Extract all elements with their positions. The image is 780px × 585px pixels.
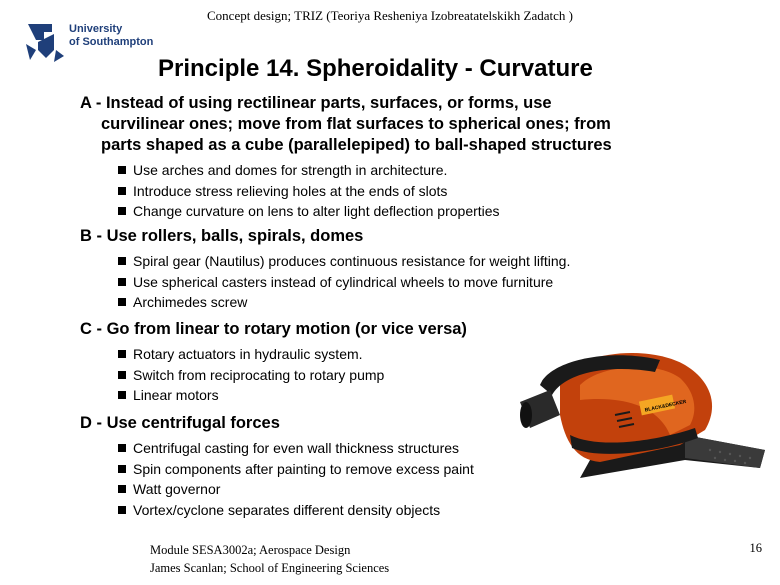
bullet-text: Spin components after painting to remove excess paint: [133, 460, 474, 477]
university-logo: [24, 20, 154, 64]
list-item: [118, 479, 474, 500]
ship-sail-icon: [24, 20, 68, 64]
square-bullet-icon: [118, 485, 126, 493]
section-heading: [80, 413, 474, 434]
bullet-text: Rotary actuators in hydraulic system.: [133, 346, 363, 362]
footer-author: James Scanlan; School of Engineering Sciences: [150, 561, 390, 575]
list-item: [118, 272, 570, 293]
bullet-text: Linear motors: [133, 387, 219, 403]
square-bullet-icon: [118, 187, 126, 195]
heading-line: curvilinear ones; move from flat surfaces to spherical ones; from: [101, 115, 611, 133]
bullet-list: [118, 438, 474, 520]
footer-credits: [150, 541, 389, 577]
list-item: [118, 438, 474, 459]
list-item: [118, 292, 570, 313]
list-item: [118, 160, 612, 181]
slide-title: Principle 14. Spheroidality - Curvature: [158, 55, 593, 82]
square-bullet-icon: [118, 278, 126, 286]
heading-line: C - Go from linear to rotary motion (or vice versa): [80, 320, 467, 338]
bullet-text: Watt governor: [133, 481, 221, 497]
logo-line-2: of Southampton: [69, 36, 154, 48]
heading-line: A - Instead of using rectilinear parts, surfaces, or forms, use: [80, 94, 552, 112]
section-d: [80, 413, 474, 520]
bullet-text: Use spherical casters instead of cylindrical wheels to move furniture: [133, 273, 554, 290]
bullet-text: Archimedes screw: [133, 294, 248, 310]
square-bullet-icon: [118, 166, 126, 174]
square-bullet-icon: [118, 391, 126, 399]
heading-line: D - Use centrifugal forces: [80, 414, 280, 432]
footer-module: Module SESA3002a; Aerospace Design: [150, 543, 351, 557]
list-item: [118, 385, 467, 406]
square-bullet-icon: [118, 298, 126, 306]
section-heading: [80, 226, 570, 247]
bullet-text: Switch from reciprocating to rotary pump: [133, 366, 385, 383]
bullet-text: Spiral gear (Nautilus) produces continuous resistance for weight lifting.: [133, 253, 571, 269]
square-bullet-icon: [118, 350, 126, 358]
section-a: [80, 93, 612, 222]
bullet-list: [118, 251, 570, 313]
list-item: [118, 201, 612, 222]
square-bullet-icon: [118, 444, 126, 452]
heading-line: B - Use rollers, balls, spirals, domes: [80, 227, 364, 245]
square-bullet-icon: [118, 465, 126, 473]
bullet-text: Introduce stress relieving holes at the ends of slots: [133, 182, 448, 199]
bullet-text: Use arches and domes for strength in architecture.: [133, 162, 448, 178]
list-item: [118, 365, 467, 386]
page-number: 16: [749, 541, 762, 555]
list-item: [118, 459, 474, 480]
detail-sander-image: [520, 340, 770, 520]
section-b: [80, 226, 570, 313]
section-heading: [80, 319, 467, 340]
logo-text: [69, 23, 153, 49]
bullet-text: Centrifugal casting for even wall thickness structures: [133, 440, 460, 456]
square-bullet-icon: [118, 207, 126, 215]
list-item: [118, 181, 612, 202]
bullet-list: [118, 344, 467, 406]
bullet-text: Change curvature on lens to alter light deflection properties: [133, 203, 500, 219]
logo-line-1: University: [69, 23, 123, 35]
list-item: [118, 251, 570, 272]
square-bullet-icon: [118, 506, 126, 514]
bullet-text: Vortex/cyclone separates different density objects: [133, 501, 441, 518]
bullet-list: [118, 160, 612, 222]
list-item: [118, 500, 474, 521]
section-c: [80, 319, 467, 406]
header-title: Concept design; TRIZ (Teoriya Resheniya Izobreatatelskikh Zadatch ): [207, 8, 573, 23]
square-bullet-icon: [118, 371, 126, 379]
square-bullet-icon: [118, 257, 126, 265]
heading-line: parts shaped as a cube (parallelepiped) to ball-shaped structures: [101, 136, 612, 154]
section-heading: [80, 93, 612, 156]
svg-text:BLACK&DECKER: BLACK&DECKER: [644, 398, 687, 414]
list-item: [118, 344, 467, 365]
